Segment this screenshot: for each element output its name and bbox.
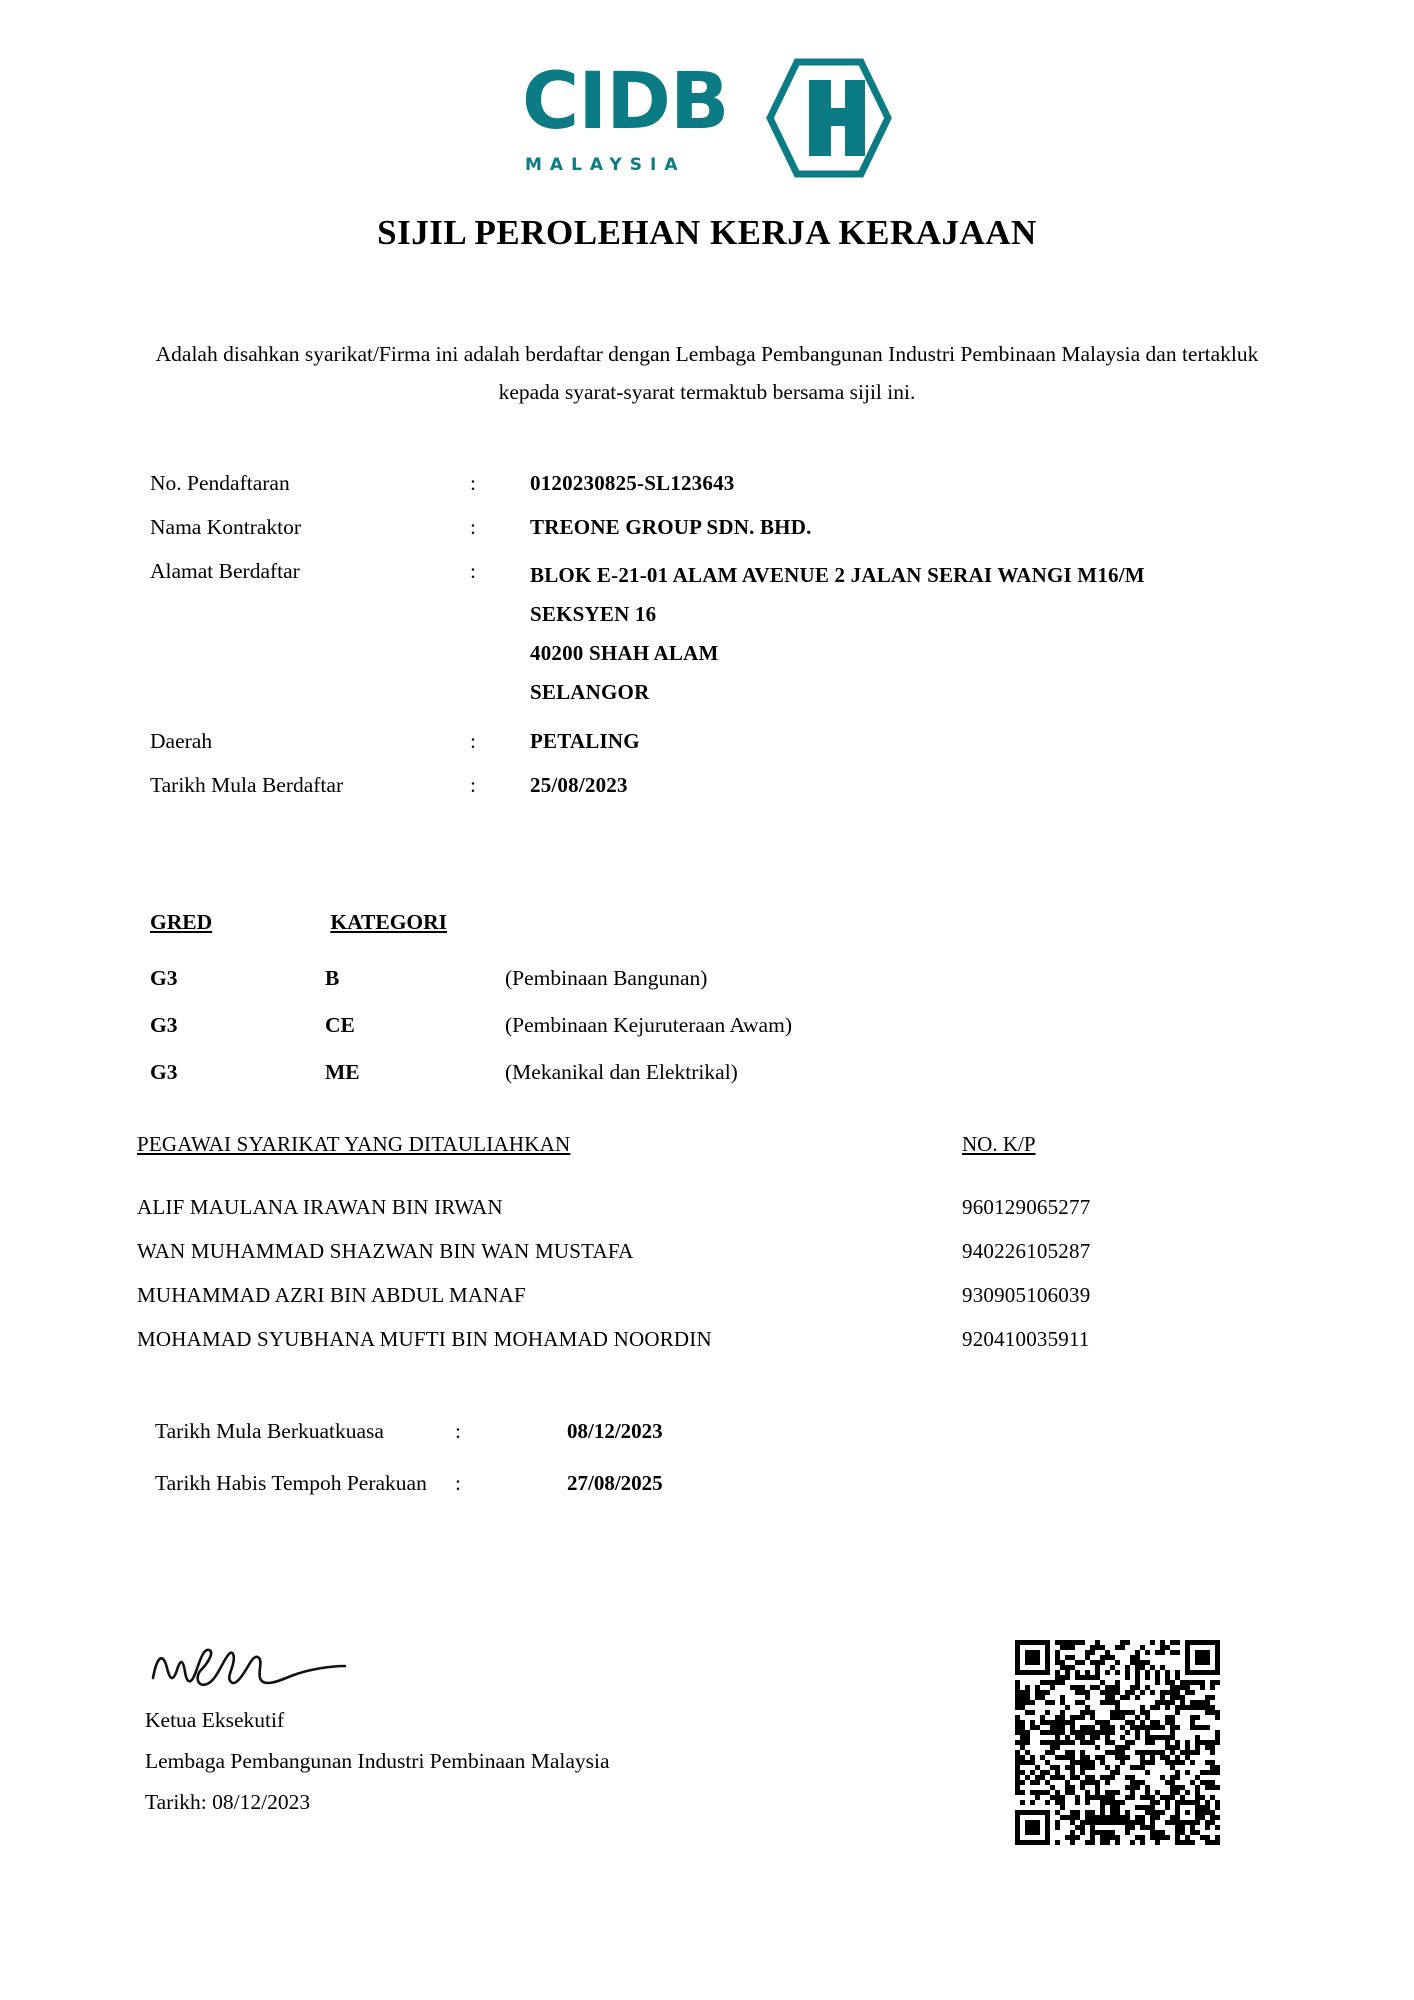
cell-description: (Pembinaan Kejuruteraan Awam)	[505, 1013, 792, 1037]
detail-value: 25/08/2023	[530, 773, 628, 797]
cell-description: (Mekanikal dan Elektrikal)	[505, 1060, 738, 1084]
page-title: SIJIL PEROLEHAN KERJA KERAJAAN	[377, 213, 1037, 252]
validity-label: Tarikh Mula Berkuatkuasa	[155, 1419, 384, 1443]
detail-row	[150, 468, 1300, 498]
cell-description: (Pembinaan Bangunan)	[505, 966, 708, 990]
cell-gred: G3	[150, 1060, 178, 1084]
detail-colon: :	[470, 559, 476, 583]
table-row	[137, 1317, 1297, 1361]
table-row	[150, 955, 1300, 1002]
registration-details	[150, 468, 1300, 814]
cell-officer-name: WAN MUHAMMAD SHAZWAN BIN WAN MUSTAFA	[137, 1239, 634, 1263]
grade-table-body	[150, 955, 1300, 1096]
validity-colon: :	[455, 1471, 461, 1495]
validity-value: 27/08/2025	[567, 1471, 663, 1495]
detail-value: 0120230825-SL123643	[530, 471, 735, 495]
table-row	[137, 1273, 1297, 1317]
cell-officer-name: ALIF MAULANA IRAWAN BIN IRWAN	[137, 1195, 503, 1219]
detail-row	[150, 512, 1300, 542]
table-row	[150, 1002, 1300, 1049]
cell-gred: G3	[150, 966, 178, 990]
cell-officer-name: MOHAMAD SYUBHANA MUFTI BIN MOHAMAD NOORDIN	[137, 1327, 712, 1351]
column-header-ic: NO. K/P	[962, 1132, 1036, 1156]
signature-block	[145, 1630, 765, 1823]
table-row	[137, 1185, 1297, 1229]
cell-officer-ic: 940226105287	[962, 1239, 1091, 1263]
address-line: 40200 SHAH ALAM	[530, 641, 719, 665]
table-row	[137, 1229, 1297, 1273]
validity-row	[155, 1405, 1155, 1457]
detail-colon: :	[470, 773, 476, 797]
cell-gred: G3	[150, 1013, 178, 1037]
detail-label: Daerah	[150, 729, 213, 753]
detail-label: Alamat Berdaftar	[150, 559, 300, 583]
validity-row	[155, 1457, 1155, 1509]
cell-kategori: CE	[325, 1013, 355, 1037]
signatory-organisation: Lembaga Pembangunan Industri Pembinaan Malaysia	[145, 1749, 610, 1773]
validity-colon: :	[455, 1419, 461, 1443]
validity-value: 08/12/2023	[567, 1419, 663, 1443]
column-header-officers: PEGAWAI SYARIKAT YANG DITAULIAHKAN	[137, 1132, 571, 1156]
column-header-gred: GRED	[150, 910, 213, 934]
detail-label: Tarikh Mula Berdaftar	[150, 773, 344, 797]
detail-colon: :	[470, 515, 476, 539]
signatory-role: Ketua Eksekutif	[145, 1708, 285, 1732]
detail-colon: :	[470, 729, 476, 753]
logo-wordmark: CIDB	[522, 57, 729, 147]
detail-row-address	[150, 556, 1300, 712]
signature-date: Tarikh: 08/12/2023	[145, 1790, 311, 1814]
detail-label: Nama Kontraktor	[150, 515, 302, 539]
logo-subtext: MALAYSIA	[525, 155, 686, 175]
detail-label: No. Pendaftaran	[150, 471, 290, 495]
officers-table-header	[137, 1132, 1287, 1157]
cell-kategori: B	[325, 966, 340, 990]
address-line: SEKSYEN 16	[530, 602, 657, 626]
detail-row	[150, 726, 1300, 756]
detail-row	[150, 770, 1300, 800]
cell-kategori: ME	[325, 1060, 360, 1084]
cell-officer-ic: 930905106039	[962, 1283, 1091, 1307]
qr-code[interactable]	[1015, 1640, 1220, 1845]
detail-colon: :	[470, 471, 476, 495]
detail-value-address	[530, 556, 1145, 712]
cell-officer-name: MUHAMMAD AZRI BIN ABDUL MANAF	[137, 1283, 526, 1307]
cidb-hexagon-icon	[757, 56, 892, 181]
table-row	[150, 1049, 1300, 1096]
validity-dates	[155, 1405, 1155, 1509]
detail-value: TREONE GROUP SDN. BHD.	[530, 515, 812, 539]
validity-label: Tarikh Habis Tempoh Perakuan	[155, 1471, 427, 1495]
column-header-kategori: KATEGORI	[330, 910, 448, 934]
address-line: SELANGOR	[530, 680, 650, 704]
cell-officer-ic: 920410035911	[962, 1327, 1090, 1351]
detail-value: PETALING	[530, 729, 640, 753]
cidb-logo	[0, 57, 1414, 185]
grade-table-header	[150, 910, 1300, 935]
intro-paragraph: Adalah disahkan syarikat/Firma ini adalah berdaftar dengan Lembaga Pembangunan Industri Pembinaan Malaysia dan tertakluk kepada syarat-syarat termaktub bersama sijil ini.	[155, 342, 1259, 404]
handwritten-signature-icon	[145, 1630, 425, 1700]
cell-officer-ic: 960129065277	[962, 1195, 1091, 1219]
address-line: BLOK E-21-01 ALAM AVENUE 2 JALAN SERAI WANGI M16/M	[530, 563, 1145, 587]
officers-table-body	[137, 1185, 1297, 1361]
